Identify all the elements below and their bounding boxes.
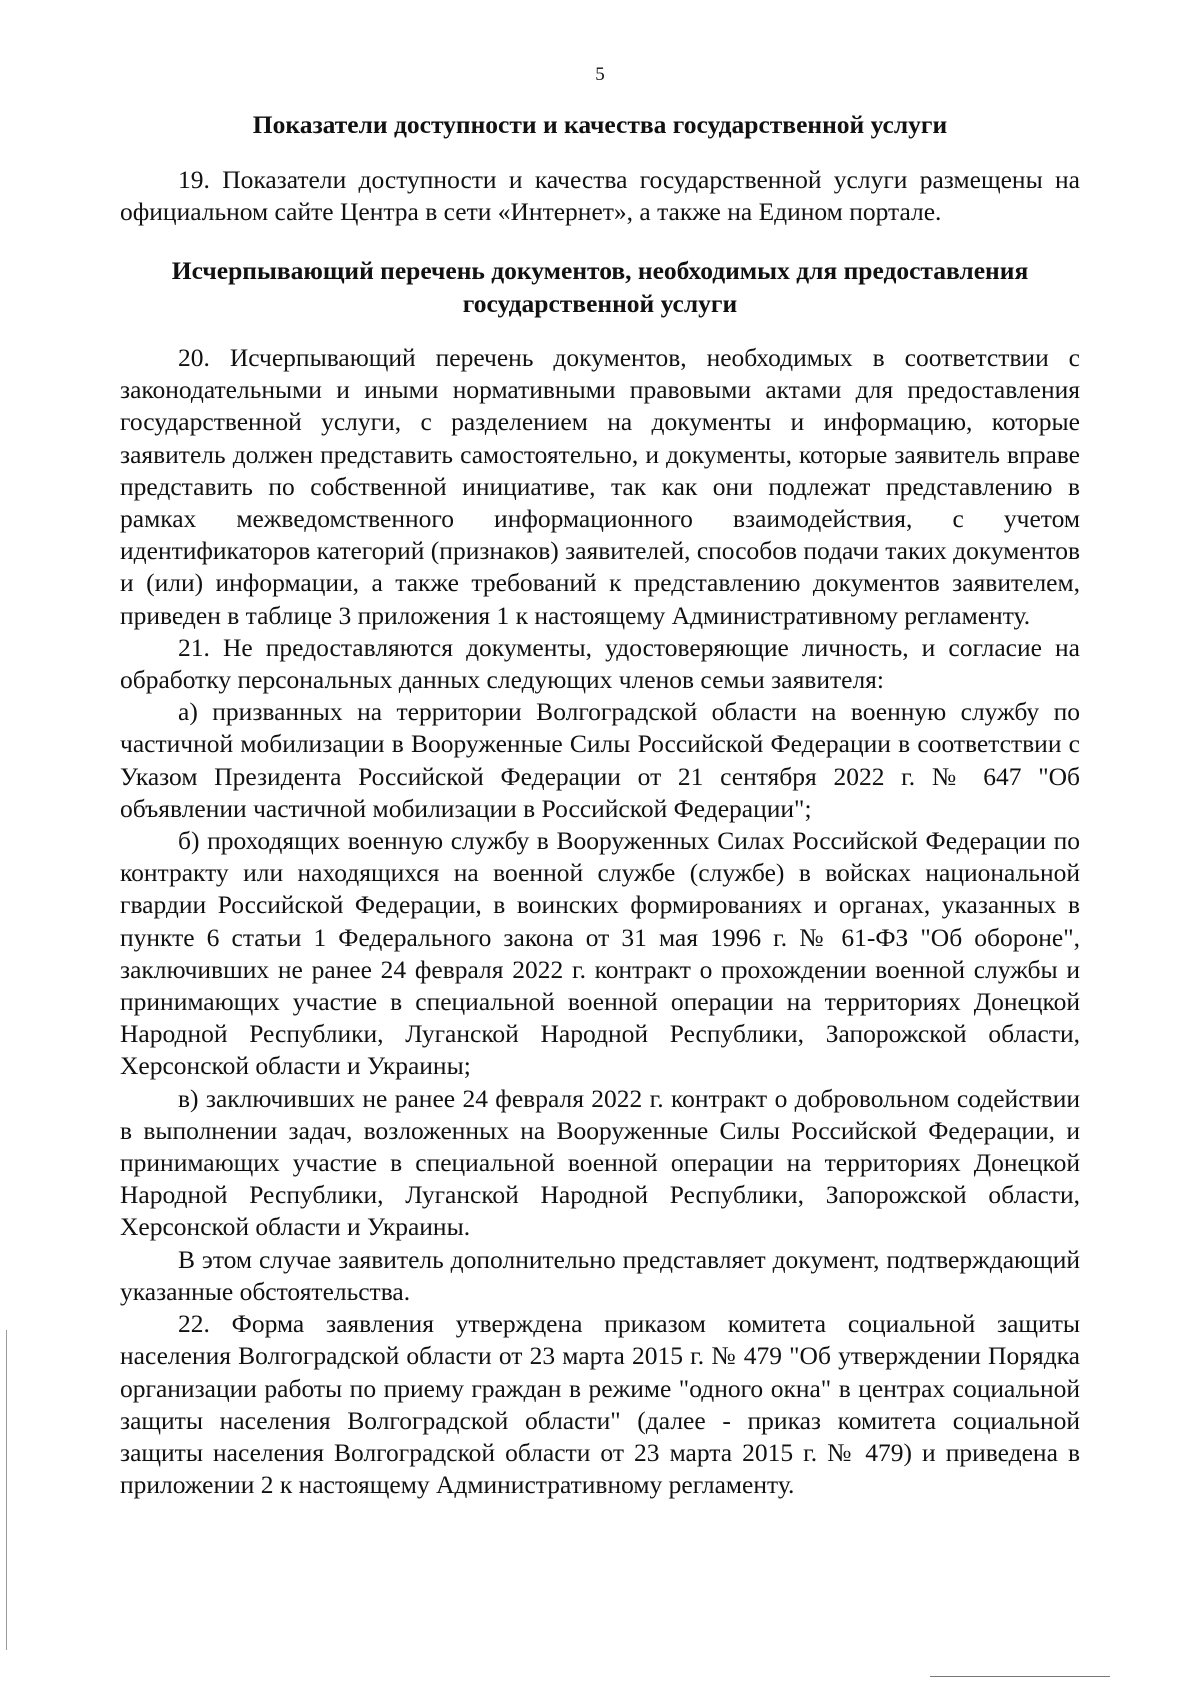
paragraph-22: 22. Форма заявления утверждена приказом комитета социальной защиты населения Волгоградской области от 23 марта 2015 г. № 479 "Об утверждении Порядка организации работы по приему граждан в режиме "одного окна" в центрах социальной защиты населения Волгоградской области" (далее - приказ комитета социальной защиты населения Волгоградской области от 23 марта 2015 г. № 479) и приведена в приложении 2 к настоящему Административному регламенту.: [120, 1309, 1080, 1500]
section-body-accessibility: [120, 164, 1080, 228]
paragraph-21-b: б) проходящих военную службу в Вооруженных Силах Российской Федерации по контракту или находящихся на военной службе (службе) в войсках национальной гвардии Российской Федерации, в воинских формированиях и органах, указанных в пункте 6 статьи 1 Федерального закона от 31 мая 1996 г. № 61-ФЗ "Об обороне", заключивших не ранее 24 февраля 2022 г. контракт о прохождении военной службы и принимающих участие в специальной военной операции на территориях Донецкой Народной Республики, Луганской Народной Республики, Запорожской области, Херсонской области и Украины;: [120, 826, 1080, 1081]
paragraph-20: 20. Исчерпывающий перечень документов, необходимых в соответствии с законодательными и иными нормативными правовыми актами для предоставления государственной услуги, с разделением на документы и информацию, которые заявитель должен представить самостоятельно, и документы, которые заявитель вправе представить по собственной инициативе, так как они подлежат представлению в рамках межведомственного информационного взаимодействия, с учетом идентификаторов категорий (признаков) заявителей, способов подачи таких документов и (или) информации, а также требований к представлению документов заявителем, приведен в таблице 3 приложения 1 к настоящему Административному регламенту.: [120, 343, 1080, 630]
paragraph-21-a: а) призванных на территории Волгоградской области на военную службу по частичной мобилизации в Вооруженные Силы Российской Федерации в соответствии с Указом Президента Российской Федерации от 21 сентября 2022 г. № 647 "Об объявлении частичной мобилизации в Российской Федерации";: [120, 697, 1080, 823]
paragraph-19: 19. Показатели доступности и качества государственной услуги размещены на официальном сайте Центра в сети «Интернет», а также на Едином портале.: [120, 165, 1080, 227]
page-number: 5: [595, 64, 605, 85]
scan-artifact-bottom-line: [930, 1676, 1110, 1677]
scan-artifact-left-line: [6, 1330, 7, 1650]
section-heading-accessibility: Показатели доступности и качества государственной услуги: [252, 110, 948, 139]
section-body-documents: [120, 342, 1080, 1501]
paragraph-21-v: в) заключивших не ранее 24 февраля 2022 г. контракт о добровольном содействии в выполнении задач, возложенных на Вооруженные Силы Российской Федерации, и принимающих участие в специальной военной операции на территориях Донецкой Народной Республики, Луганской Народной Республики, Запорожской области, Херсонской области и Украины.: [120, 1083, 1080, 1242]
paragraph-21-note: В этом случае заявитель дополнительно представляет документ, подтверждающий указанные обстоятельства.: [120, 1244, 1080, 1306]
paragraph-21: 21. Не предоставляются документы, удостоверяющие личность, и согласие на обработку персональных данных следующих членов семьи заявителя:: [120, 632, 1080, 695]
section-heading-documents: Исчерпывающий перечень документов, необходимых для предоставления государственной услуги: [171, 256, 1029, 318]
